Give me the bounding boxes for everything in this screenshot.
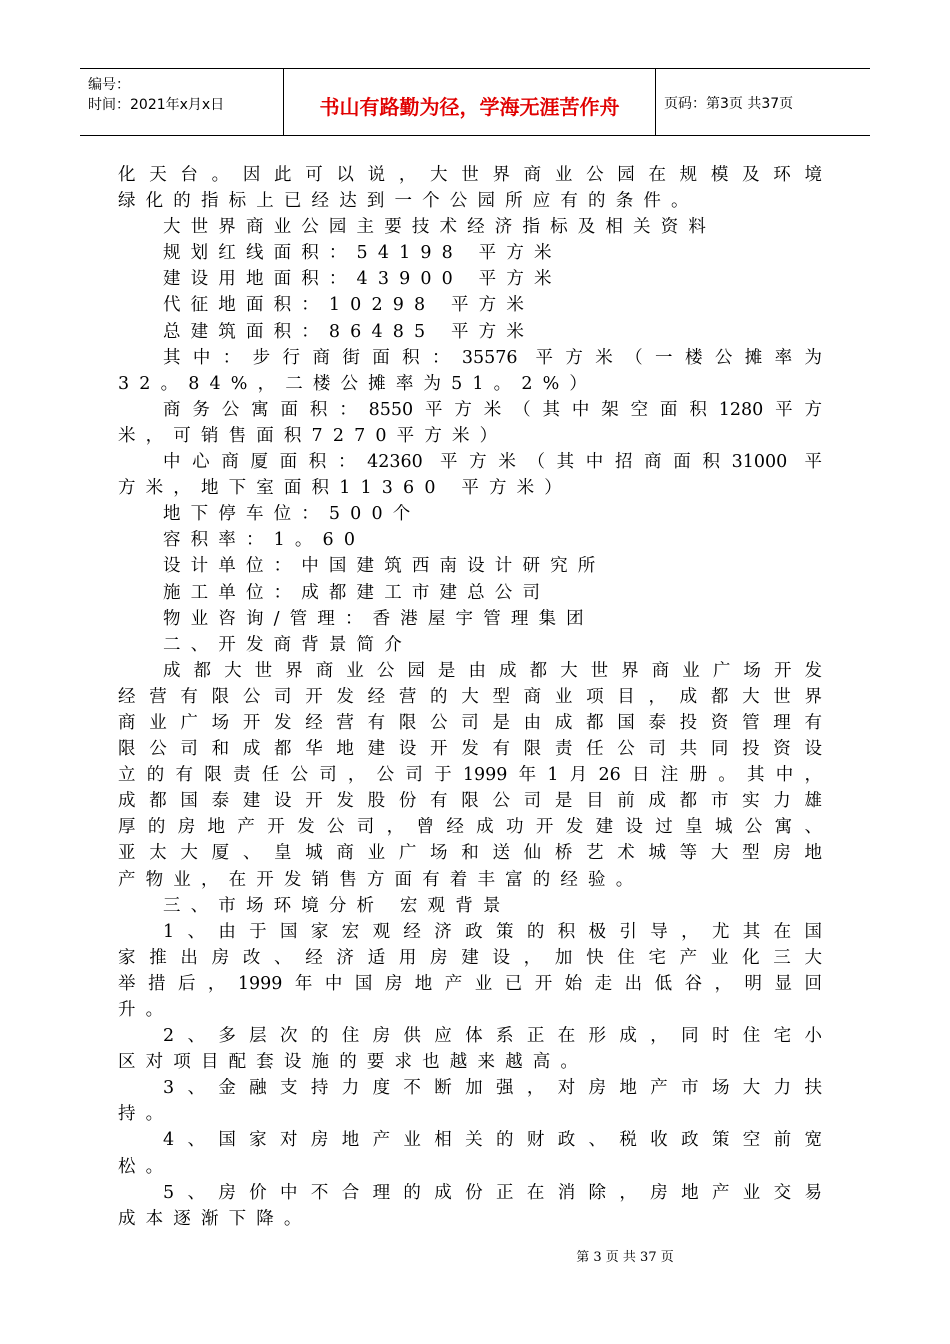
header-page-info: 页码：第3页 共37页	[664, 96, 794, 112]
document-time: 时间：2021年x月x日	[88, 97, 225, 113]
text-line: 成本逐渐下降。	[118, 1208, 312, 1229]
text-line: 商业广场开发经营有限公司是由成都国泰投资管理有	[118, 712, 822, 733]
text-line: 米，可销售面积7270平方米）	[118, 425, 508, 446]
text-line: 中心商厦面积：42360 平方米（其中招商面积31000 平	[163, 452, 822, 473]
text-line: 厚的房地产开发公司，曾经成功开发建设过皇城公寓、	[118, 817, 822, 838]
text-line: 化天台。因此可以说，大世界商业公园在规模及环境	[118, 165, 822, 185]
text-line: 规划红线面积：54198 平方米	[163, 243, 562, 264]
text-line: 建设用地面积：43900 平方米	[163, 269, 562, 290]
section-heading: 三、市场环境分析 宏观背景	[163, 895, 511, 916]
text-line: 方米，地下室面积11360 平方米）	[118, 478, 572, 499]
page-header	[80, 68, 870, 136]
text-line: 亚太大厦、皇城商业广场和送仙桥艺术城等大型房地	[118, 843, 822, 864]
text-line: 限公司和成都华地建设开发有限责任公司共同投资设	[118, 739, 822, 760]
document-body	[118, 162, 822, 1232]
text-line: 区对项目配套设施的要求也越来越高。	[118, 1052, 589, 1073]
text-line: 4、国家对房地产业相关的财政、税收政策空前宽	[163, 1130, 822, 1151]
text-line: 设计单位：中国建筑西南设计研究所	[163, 556, 606, 577]
text-line: 其中：步行商街面积：35576 平方米（一楼公摊率为	[163, 347, 822, 368]
text-line: 3、金融支持力度不断加强，对房地产市场大力扶	[163, 1078, 822, 1099]
text-line: 施工单位：成都建工市建总公司	[163, 582, 551, 603]
section-heading: 二、开发商背景简介	[163, 634, 412, 655]
text-line: 5、房价中不合理的成份正在消除，房地产业交易	[163, 1182, 822, 1203]
section-heading: 大世界商业公园主要技术经济指标及相关资料	[163, 217, 716, 238]
text-line: 商务公寓面积：8550平方米（其中架空面积1280平方	[163, 399, 822, 420]
text-line: 举措后，1999年中国房地产业已开始走出低谷，明显回	[118, 973, 822, 994]
text-line: 32。84%，二楼公摊率为51。2%）	[118, 373, 598, 394]
text-line: 绿化的指标上已经达到一个公园所应有的条件。	[118, 191, 699, 212]
text-line: 2、多层次的住房供应体系正在形成，同时住宅小	[163, 1026, 822, 1047]
text-line: 松。	[118, 1156, 174, 1177]
header-motto: 书山有路勤为径，学海无涯苦作舟	[283, 69, 656, 135]
text-line: 物业咨询/管理：香港屋宇管理集团	[163, 608, 594, 629]
document-code: 编号：	[88, 77, 130, 93]
header-meta	[80, 69, 283, 135]
text-line: 升。	[118, 1000, 174, 1020]
text-line: 立的有限责任公司，公司于1999年1月26日注册。其中，	[118, 765, 822, 786]
page-footer: 第 3 页 共 37 页	[576, 1250, 674, 1265]
text-line: 地下停车位：500个	[163, 504, 421, 525]
text-line: 成都国泰建设开发股份有限公司是目前成都市实力雄	[118, 791, 822, 812]
text-line: 经营有限公司开发经营的大型商业项目，成都大世界	[118, 686, 822, 707]
text-line: 成都大世界商业公园是由成都大世界商业广场开发	[163, 660, 822, 681]
text-line: 1、由于国家宏观经济政策的积极引导，尤其在国	[163, 921, 822, 942]
text-line: 总建筑面积：86485 平方米	[163, 321, 534, 342]
text-line: 容积率：1。60	[163, 530, 366, 551]
text-line: 代征地面积：10298 平方米	[163, 295, 534, 316]
text-line: 产物业，在开发销售方面有着丰富的经验。	[118, 869, 644, 890]
text-line: 家推出房改、经济适用房建设，加快住宅产业化三大	[118, 947, 822, 968]
text-line: 持。	[118, 1104, 174, 1125]
